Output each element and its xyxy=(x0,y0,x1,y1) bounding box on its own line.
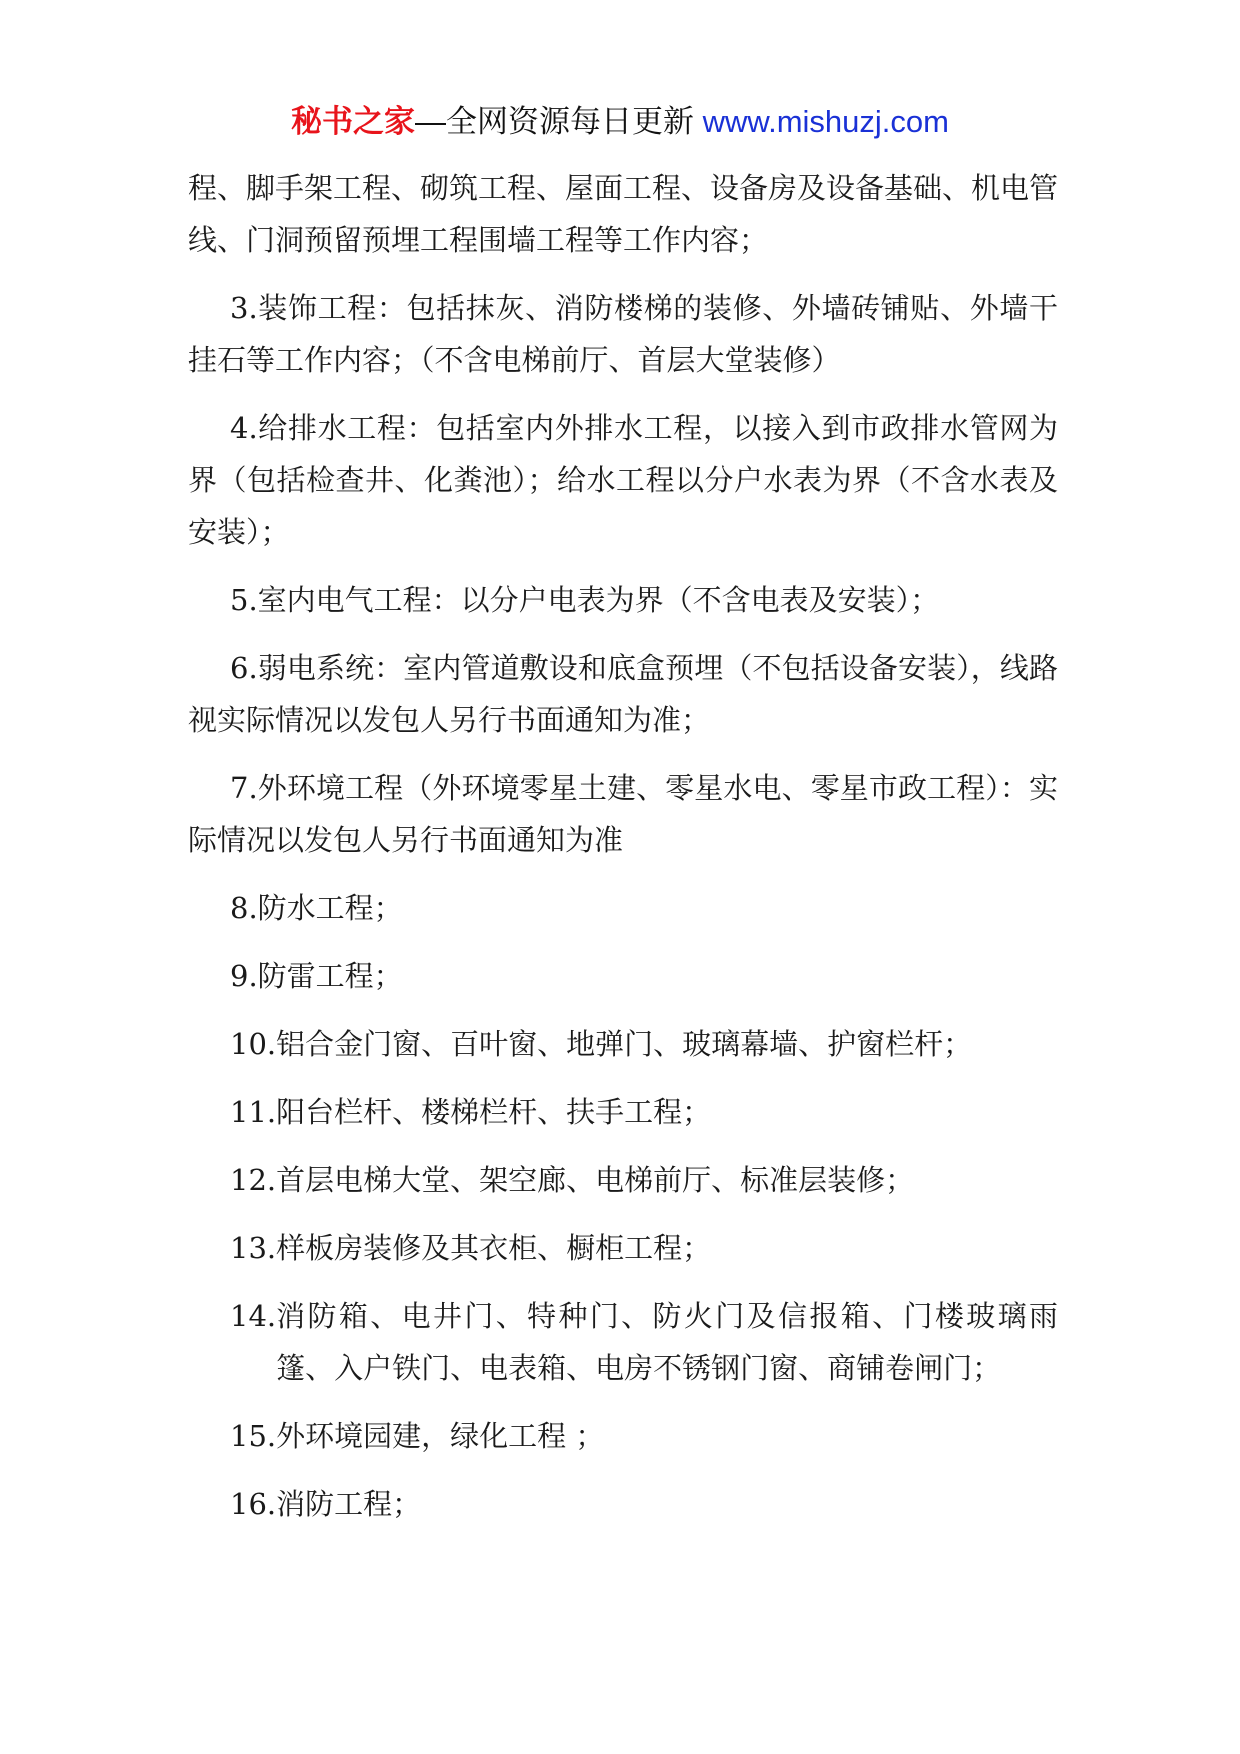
header-banner xyxy=(0,100,1240,144)
paragraph-item-9: 9.防雷工程； xyxy=(230,959,403,993)
list-item-text: 阳台栏杆、楼梯栏杆、扶手工程； xyxy=(276,1095,712,1129)
paragraph-item-7: 7.外环境工程（外环境零星土建、零星水电、零星市政工程）：实际情况以发包人另行书面通知为准 xyxy=(188,771,1058,857)
list-item-number: 11. xyxy=(230,1095,277,1129)
list-item-text: 外环境园建，绿化工程 ； xyxy=(276,1419,605,1453)
banner-slogan: —全网资源每日更新 xyxy=(415,104,695,139)
document-body xyxy=(188,162,1058,1546)
list-item-12 xyxy=(188,1154,1058,1206)
list-item-number: 15. xyxy=(230,1419,277,1453)
paragraph-item-3: 3.装饰工程：包括抹灰、消防楼梯的装修、外墙砖铺贴、外墙干挂石等工作内容；（不含电梯前厅、首层大堂装修） xyxy=(188,291,1058,377)
list-item-text: 消防箱、电井门、特种门、防火门及信报箱、门楼玻璃雨篷、入户铁门、电表箱、电房不锈钢门窗、商铺卷闸门； xyxy=(276,1299,1058,1385)
list-item-number: 13. xyxy=(230,1231,277,1265)
list-item-number: 14. xyxy=(230,1299,277,1333)
list-item-text: 样板房装修及其衣柜、橱柜工程； xyxy=(276,1231,712,1265)
paragraph-item-6: 6.弱电系统：室内管道敷设和底盒预埋（不包括设备安装），线路视实际情况以发包人另行书面通知为准； xyxy=(188,651,1058,737)
list-item-number: 12. xyxy=(230,1163,277,1197)
list-item-text: 首层电梯大堂、架空廊、电梯前厅、标准层装修； xyxy=(276,1163,915,1197)
list-item-number: 10. xyxy=(230,1027,277,1061)
brand-name: 秘书之家 xyxy=(291,104,416,139)
list-item-14 xyxy=(188,1290,1058,1394)
list-item-10 xyxy=(188,1018,1058,1070)
list-item-13 xyxy=(188,1222,1058,1274)
list-item-text: 铝合金门窗、百叶窗、地弹门、玻璃幕墙、护窗栏杆； xyxy=(276,1027,973,1061)
paragraph-item-4: 4.给排水工程：包括室内外排水工程，以接入到市政排水管网为界（包括检查井、化粪池）；给水工程以分户水表为界（不含水表及安装）； xyxy=(188,411,1058,549)
list-item-15 xyxy=(188,1410,1058,1462)
paragraph-continuation: 程、脚手架工程、砌筑工程、屋面工程、设备房及设备基础、机电管线、门洞预留预埋工程围墙工程等工作内容； xyxy=(188,171,1059,257)
paragraph-item-8: 8.防水工程； xyxy=(230,891,403,925)
list-item-16 xyxy=(188,1478,1058,1530)
list-item-11 xyxy=(188,1086,1058,1138)
list-item-text: 消防工程； xyxy=(276,1487,422,1521)
paragraph-item-5: 5.室内电气工程：以分户电表为界（不含电表及安装）； xyxy=(230,583,940,617)
banner-url: www.mishuzj.com xyxy=(694,104,949,139)
list-item-number: 16. xyxy=(230,1487,277,1521)
